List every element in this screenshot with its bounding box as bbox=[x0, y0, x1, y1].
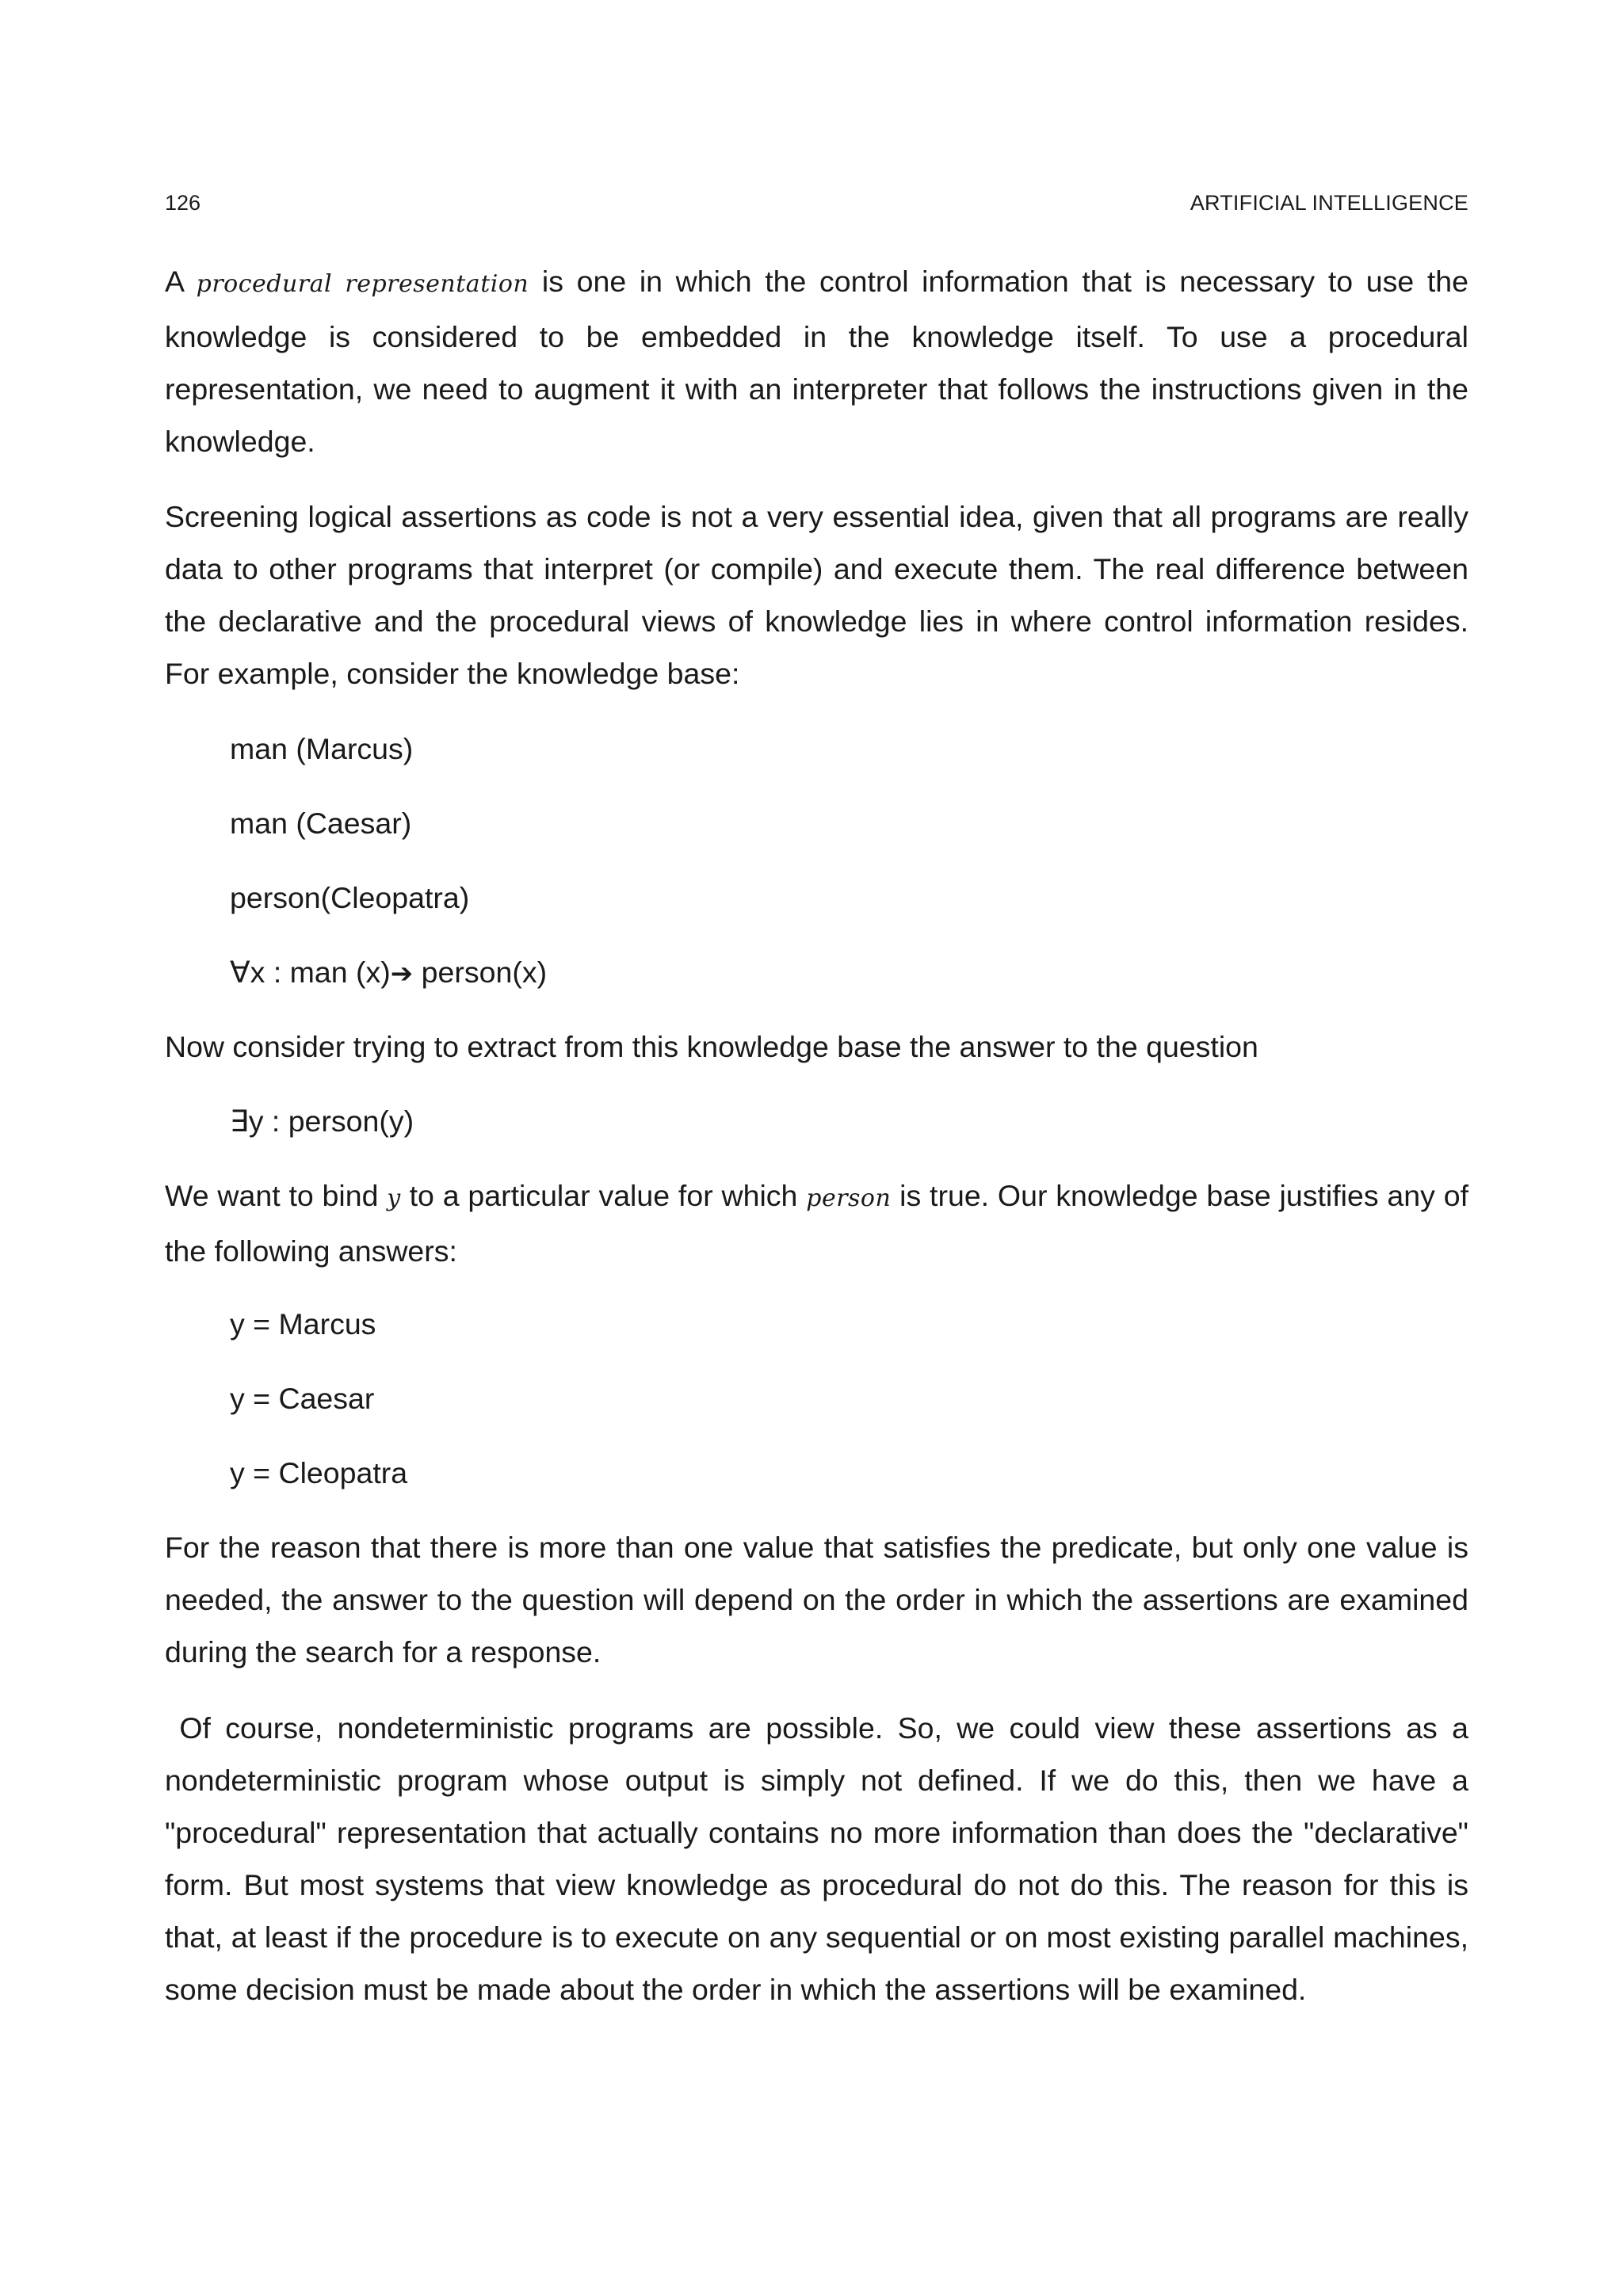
para4-c: is true. Our knowledge base justifies any of the following answers: bbox=[165, 1179, 1469, 1268]
para1-rest: is one in which the control information that is necessary to use the knowledge is considered to be embedded in the knowledge itself. To use a procedural representation, we need to augment it with an interpreter that follows the instructions given in the knowledge. bbox=[165, 265, 1469, 458]
kb-line-1: man (Marcus) bbox=[230, 732, 414, 765]
para4-b: to a particular value for which bbox=[400, 1179, 807, 1212]
para6-text: Of course, nondeterministic programs are possible. So, we could view these assertions as a nondeterministic program whose output is simply not defined. If we do this, then we have a "procedural" representation that actually contains no more information than does the "declarative" form. But most systems that view knowledge as procedural do not do this. The reason for this is that, at least if the procedure is to execute on any sequential or on most existing parallel machines, some decision must be made about the order in which the assertions will be examined. bbox=[165, 1711, 1477, 2006]
var-y: y bbox=[387, 1184, 401, 1212]
para1-lead: A bbox=[165, 265, 197, 298]
paragraph-bind bbox=[165, 1169, 1468, 1277]
query-line: ∃y : person(y) bbox=[230, 1104, 414, 1138]
kb-line-4-conclusion: person(x) bbox=[413, 955, 548, 989]
para2-text: Screening logical assertions as code is not a very essential idea, given that all programs are really data to other programs that interpret (or compile) and execute them. The real difference between the declarative and the procedural views of knowledge lies in where control information resides. For example, consider the knowledge base: bbox=[165, 500, 1468, 690]
answer-1: y = Marcus bbox=[230, 1307, 376, 1341]
answer-2: y = Caesar bbox=[230, 1382, 375, 1415]
page-number: 126 bbox=[165, 191, 201, 215]
answer-3: y = Cleopatra bbox=[230, 1456, 408, 1489]
para5-text: For the reason that there is more than one value that satisfies the predicate, but only one value is needed, the answer to the question will depend on the order in which the assertions are examined during the search for a response. bbox=[165, 1531, 1468, 1669]
paragraph-reason bbox=[165, 1521, 1468, 1678]
running-title: ARTIFICIAL INTELLIGENCE bbox=[1190, 191, 1468, 215]
implies-arrow-icon: ➔ bbox=[390, 958, 414, 990]
kb-line-4 bbox=[230, 946, 547, 1000]
page-header bbox=[165, 187, 1468, 219]
paragraph-procedural-representation bbox=[165, 255, 1468, 467]
para3-text: Now consider trying to extract from this knowledge base the answer to the question bbox=[165, 1030, 1258, 1063]
kb-line-2: man (Caesar) bbox=[230, 807, 412, 840]
kb-line-3: person(Cleopatra) bbox=[230, 881, 470, 914]
paragraph-screening bbox=[165, 490, 1468, 700]
predicate-person: person bbox=[806, 1184, 892, 1212]
term-procedural-representation: procedural representation bbox=[196, 270, 529, 298]
paragraph-nondeterministic bbox=[165, 1702, 1477, 2016]
paragraph-question-intro bbox=[165, 1020, 1468, 1073]
kb-line-4-premise: ∀x : man (x) bbox=[230, 955, 391, 989]
para4-a: We want to bind bbox=[165, 1179, 388, 1212]
